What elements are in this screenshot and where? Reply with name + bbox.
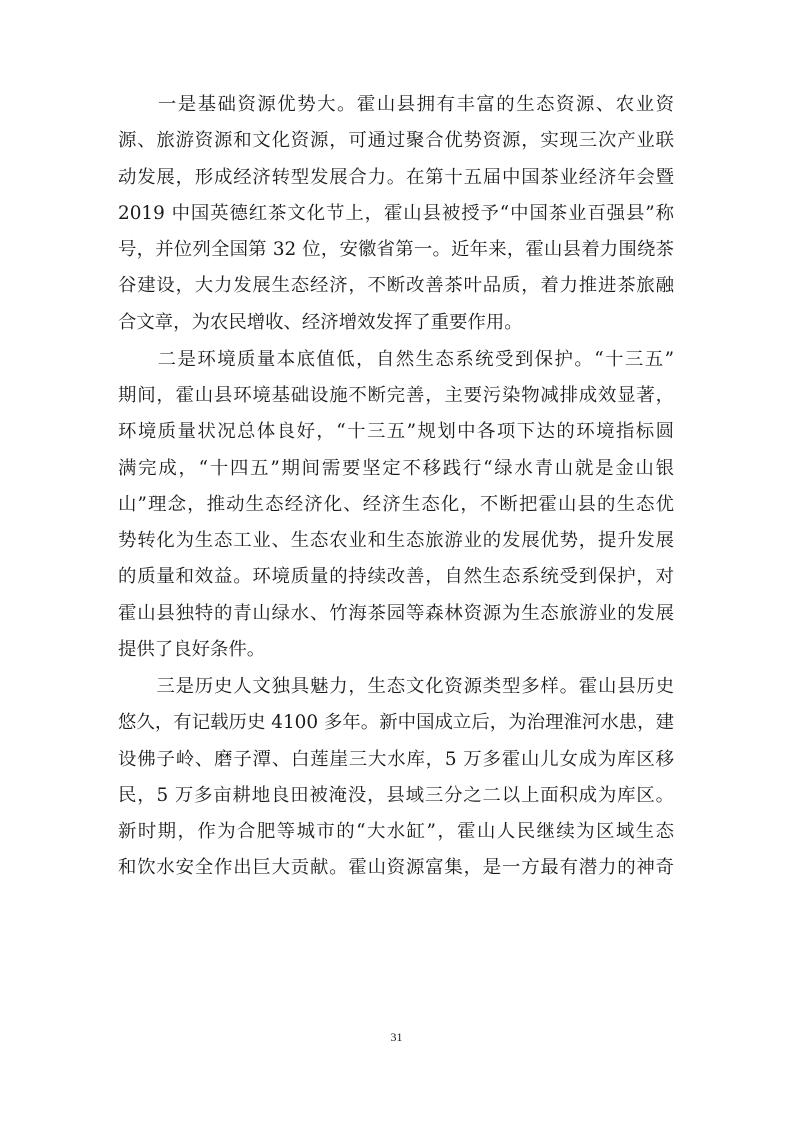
text-line: 提供了良好条件。 [118,638,266,660]
text-line: 二是环境质量本底值低，自然生态系统受到保护。“十三五” [118,348,674,370]
text-line: 和饮水安全作出巨大贡献。霍山资源富集，是一方最有潜力的神奇 [118,857,674,879]
text-line: 满完成，“十四五”期间需要坚定不移践行“绿水青山就是金山银 [118,457,674,479]
text-line: 民，5 万多亩耕地良田被淹没，县域三分之二以上面积成为库区。 [118,784,674,806]
text-line: 谷建设，大力发展生态经济，不断改善茶叶品质，着力推进茶旅融 [118,275,674,297]
text-line: 合文章，为农民增收、经济增效发挥了重要作用。 [118,311,523,333]
page-number: 31 [390,1030,403,1044]
text-line: 的质量和效益。环境质量的持续改善，自然生态系统受到保护，对 [118,566,674,588]
paragraph-3 [118,669,674,887]
paragraph-1 [118,87,674,341]
text-line: 期间，霍山县环境基础设施不断完善，主要污染物减排成效显著， [118,385,674,406]
text-line: 势转化为生态工业、生态农业和生态旅游业的发展优势，提升发展 [118,530,674,551]
paragraph-2 [118,342,674,668]
text-line: 2019 中国英德红茶文化节上，霍山县被授予“中国茶业百强县”称 [118,202,674,224]
document-body [118,87,674,887]
text-line: 设佛子岭、磨子潭、白莲崖三大水库，5 万多霍山儿女成为库区移 [118,748,674,770]
text-line: 一是基础资源优势大。霍山县拥有丰富的生态资源、农业资 [118,94,674,115]
text-line: 源、旅游资源和文化资源，可通过聚合优势资源，实现三次产业联 [118,130,674,152]
text-line: 山”理念，推动生态经济化、经济生态化，不断把霍山县的生态优 [118,493,674,515]
text-line: 悠久，有记载历史 4100 多年。新中国成立后，为治理淮河水患，建 [118,712,674,734]
text-line: 号，并位列全国第 32 位，安徽省第一。近年来，霍山县着力围绕茶 [118,239,674,260]
text-line: 三是历史人文独具魅力，生态文化资源类型多样。霍山县历史 [118,676,674,697]
text-line: 新时期，作为合肥等城市的“大水缸”，霍山人民继续为区域生态 [118,821,674,842]
text-line: 霍山县独特的青山绿水、竹海茶园等森林资源为生态旅游业的发展 [118,602,674,624]
text-line: 环境质量状况总体良好，“十三五”规划中各项下达的环境指标圆 [118,421,674,443]
text-line: 动发展，形成经济转型发展合力。在第十五届中国茶业经济年会暨 [118,166,674,188]
